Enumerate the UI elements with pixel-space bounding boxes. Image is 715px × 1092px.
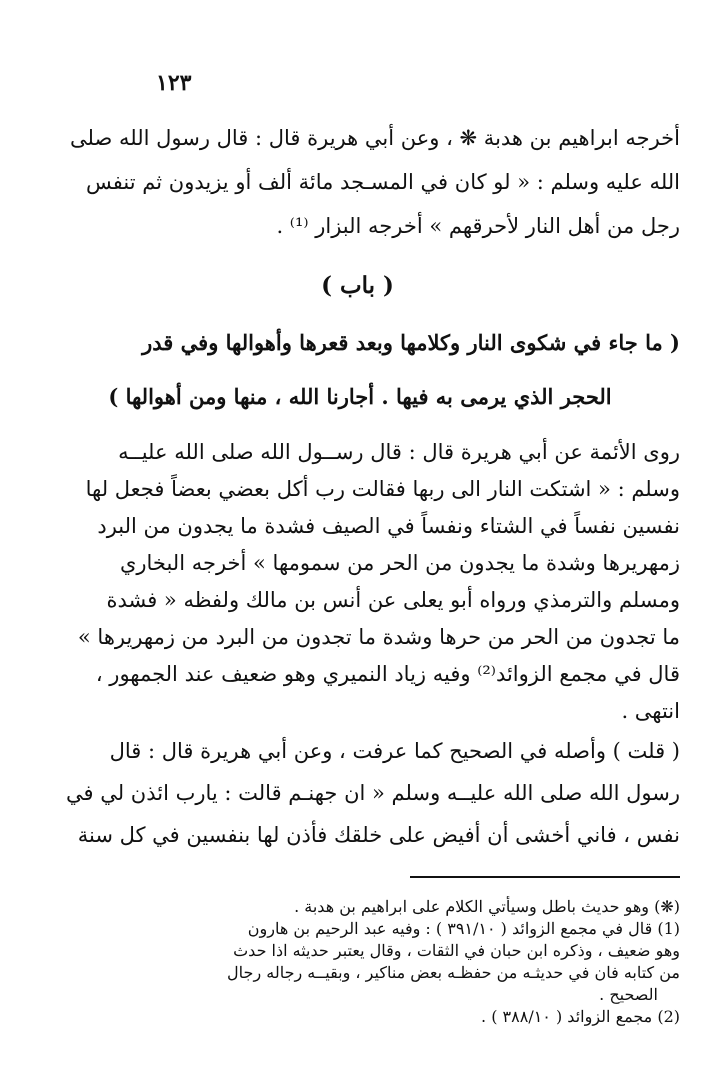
footnote-line: (1) قال في مجمع الزوائد ( ٣٩١/١٠ ) : وفيه عبد الرحيم بن هارون bbox=[247, 919, 680, 938]
footnote-line: (2) مجمع الزوائد ( ٣٨٨/١٠ ) . bbox=[481, 1007, 680, 1026]
footnote-line: من كتابه فان في حديثـه من حفظـه بعض مناكير ، وبقيــه رجاله رجال bbox=[227, 963, 680, 982]
footnote-divider bbox=[410, 876, 680, 878]
intro-paragraph bbox=[40, 116, 680, 248]
qult-paragraph bbox=[40, 730, 680, 856]
section-heading: ( باب ) bbox=[321, 272, 394, 299]
text-line: الله عليه وسلم : « لو كان في المسـجد مائة ألف أو يزيدون ثم تنفس bbox=[86, 170, 680, 194]
footnote-line: الصحيح . bbox=[599, 985, 658, 1004]
chapter-title-line-2: الحجر الذي يرمى به فيها . أجارنا الله ، منها ومن أهوالها ) bbox=[108, 384, 612, 409]
chapter-title-line-1: ( ما جاء في شكوى النار وكلامها وبعد قعرها وأهوالها وفي قدر bbox=[142, 330, 680, 355]
text-line: أخرجه ابراهيم بن هدبة ❋ ، وعن أبي هريرة قال : قال رسول الله صلى bbox=[70, 126, 680, 150]
text-line: زمهريرها وشدة ما يجدون من الحر من سمومها » أخرجه البخاري bbox=[119, 551, 680, 575]
text-line: ومسلم والترمذي ورواه أبو يعلى عن أنس بن مالك ولفظه « فشدة bbox=[106, 588, 680, 612]
text-line: قال في مجمع الزوائد⁽²⁾ وفيه زياد النميري وهو ضعيف عند الجمهور ، bbox=[95, 662, 680, 686]
hadith-paragraph bbox=[40, 434, 680, 730]
text-line: نفس ، فاني أخشى أن أفيض على خلقك فأذن لها بنفسين في كل سنة bbox=[77, 823, 680, 847]
text-line: انتهى . bbox=[621, 699, 680, 723]
text-line: ما تجدون من الحر من حرها وشدة ما تجدون من البرد من زمهريرها » bbox=[77, 625, 680, 649]
text-line: رسول الله صلى الله عليــه وسلم « ان جهنـم قالت : يارب ائذن لي في bbox=[65, 781, 680, 805]
footnote-line: (❋) وهو حديث باطل وسيأتي الكلام على ابراهيم بن هدبة . bbox=[294, 897, 680, 916]
footnotes bbox=[40, 896, 680, 1028]
text-line: رجل من أهل النار لأحرقهم » أخرجه البزار ⁽¹⁾ . bbox=[276, 214, 680, 238]
page-number: ١٢٣ bbox=[156, 70, 192, 96]
text-line: روى الأئمة عن أبي هريرة قال : قال رســول الله صلى الله عليــه bbox=[118, 440, 680, 464]
text-line: نفسين نفساً في الشتاء ونفساً في الصيف فشدة ما يجدون من البرد bbox=[97, 514, 680, 538]
text-line: وسلم : « اشتكت النار الى ربها فقالت رب أكل بعضي بعضاً فجعل لها bbox=[85, 477, 680, 501]
text-line: ( قلت ) وأصله في الصحيح كما عرفت ، وعن أبي هريرة قال : قال bbox=[109, 739, 680, 763]
footnote-line: وهو ضعيف ، وذكره ابن حبان في الثقات ، وقال يعتبر حديثه اذا حدث bbox=[233, 941, 680, 960]
